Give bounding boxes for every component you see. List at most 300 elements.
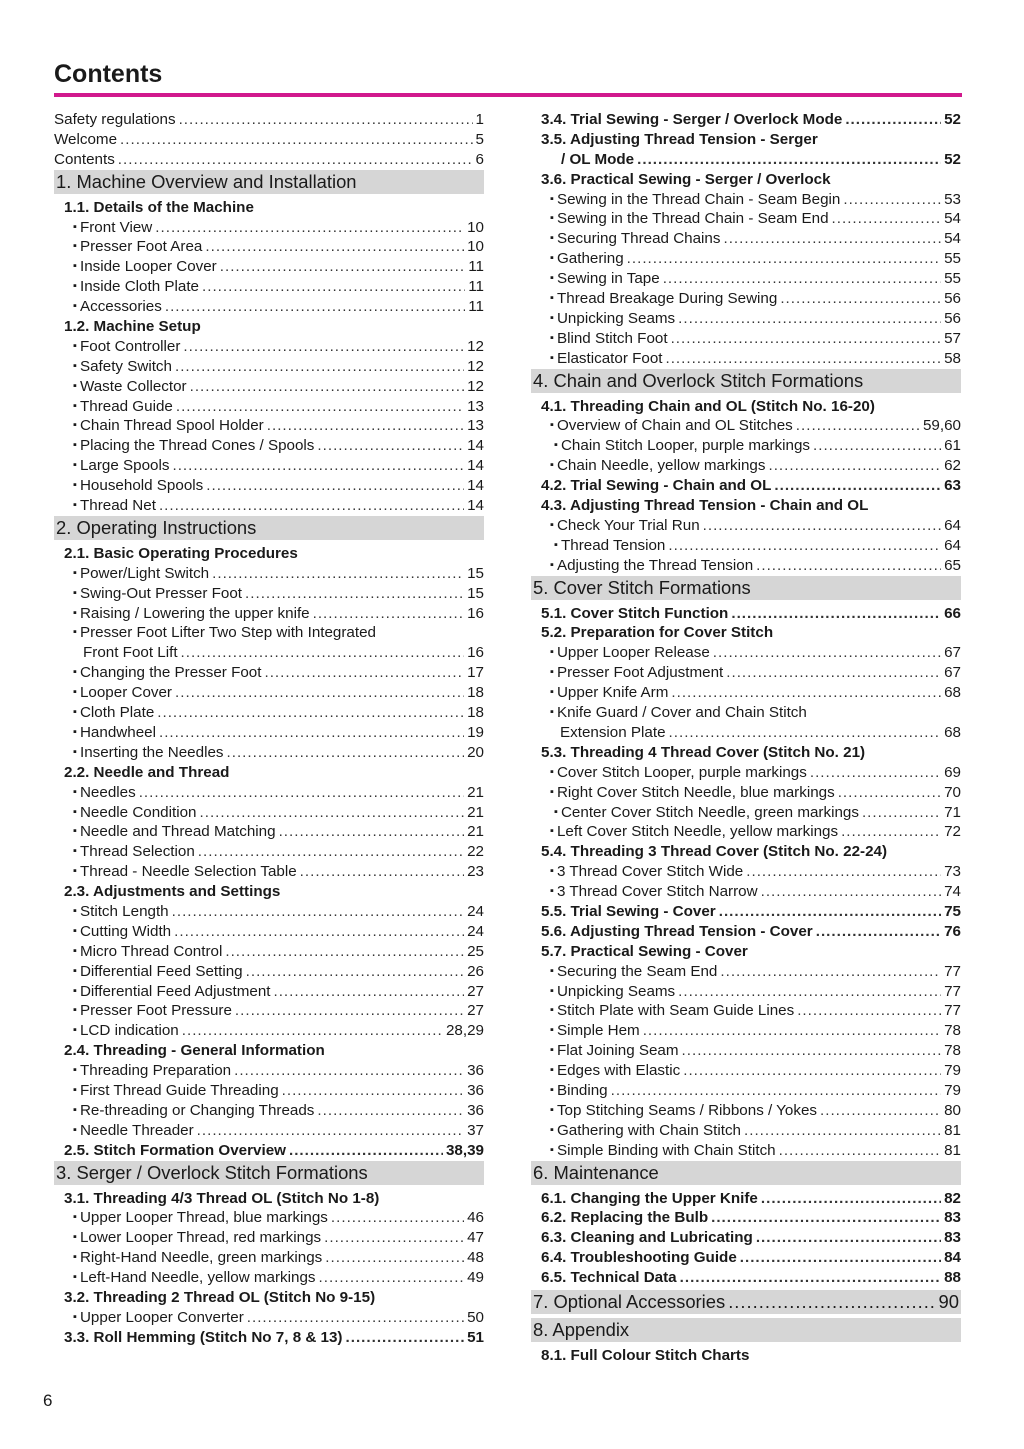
entry-page: 36 — [467, 1062, 484, 1080]
toc-subsection[interactable] — [531, 1208, 961, 1228]
section-page: 90 — [938, 1290, 959, 1312]
leader-dots — [331, 1208, 464, 1228]
toc-entry[interactable] — [54, 623, 484, 643]
entry-title: ▪ Raising / Lowering the upper knife — [73, 604, 310, 626]
entry-title: ▪ 3 Thread Cover Stitch Narrow — [550, 882, 758, 904]
entry-title: ▪ Power/Light Switch — [73, 564, 209, 586]
toc-entry[interactable] — [54, 377, 484, 397]
toc-section-heading[interactable] — [531, 1318, 961, 1342]
leader-dots — [761, 1189, 941, 1209]
leader-dots — [165, 297, 465, 317]
leader-dots — [768, 456, 941, 476]
entry-title: ▪ Chain Needle, yellow markings — [550, 456, 765, 478]
toc-subsection[interactable] — [531, 150, 961, 170]
leader-dots — [139, 783, 464, 803]
toc-entry[interactable] — [54, 743, 484, 763]
toc-subsection[interactable] — [531, 1248, 961, 1268]
toc-entry[interactable] — [54, 683, 484, 703]
entry-page: 21 — [467, 823, 484, 841]
toc-entry[interactable] — [531, 1001, 961, 1021]
leader-dots — [680, 1268, 941, 1288]
toc-subsection[interactable] — [531, 604, 961, 624]
leader-dots — [723, 229, 941, 249]
entry-title: ▪ Flat Joining Seam — [550, 1041, 679, 1063]
leader-dots — [282, 1081, 464, 1101]
leader-dots — [810, 763, 941, 783]
entry-title: 3.4. Trial Sewing - Serger / Overlock Mode — [541, 111, 843, 128]
entry-title: ▪ Unpicking Seams — [550, 982, 675, 1004]
entry-page: 37 — [467, 1121, 484, 1139]
toc-entry[interactable] — [54, 357, 484, 377]
entry-title: 8.1. Full Colour Stitch Charts — [541, 1346, 750, 1364]
toc-subsection[interactable] — [54, 763, 484, 783]
entry-title: 4.3. Adjusting Thread Tension - Chain and OL — [541, 497, 869, 515]
entry-page: 81 — [944, 1121, 961, 1139]
section-title: 4. Chain and Overlock Stitch Formations — [533, 369, 864, 391]
leader-dots — [663, 269, 941, 289]
entry-title: ▪ Left-Hand Needle, yellow markings — [73, 1268, 316, 1290]
entry-page: 57 — [944, 329, 961, 347]
toc-subsection[interactable] — [54, 1328, 484, 1348]
entry-page: 67 — [944, 644, 961, 662]
entry-title: ▪ Micro Thread Control — [73, 942, 222, 964]
toc-section-heading[interactable] — [54, 170, 484, 194]
entry-page: 23 — [467, 863, 484, 881]
entry-title: ▪ 3 Thread Cover Stitch Wide — [550, 862, 743, 884]
toc-entry[interactable] — [531, 329, 961, 349]
toc-entry[interactable] — [54, 564, 484, 584]
toc-entry[interactable] — [54, 1001, 484, 1021]
leader-dots — [120, 130, 473, 150]
entry-title: ▪ Unpicking Seams — [550, 309, 675, 331]
toc-entry[interactable] — [531, 436, 961, 456]
entry-title: 2.1. Basic Operating Procedures — [64, 544, 298, 562]
leader-dots — [637, 150, 941, 170]
entry-title: ▪ Sewing in Tape — [550, 269, 660, 291]
toc-subsection[interactable] — [531, 1228, 961, 1248]
entry-title: ▪ Thread Net — [73, 496, 156, 518]
toc-entry[interactable] — [531, 723, 961, 743]
entry-title: ▪ Needle and Thread Matching — [73, 822, 276, 844]
toc-entry[interactable] — [54, 1121, 484, 1141]
entry-title: 6.5. Technical Data — [541, 1269, 677, 1287]
toc-entry[interactable] — [54, 476, 484, 496]
entry-page: 47 — [467, 1229, 484, 1247]
entry-page: 14 — [467, 457, 484, 475]
entry-title: ▪ Cover Stitch Looper, purple markings — [550, 763, 807, 785]
entry-title: 5.5. Trial Sewing - Cover — [541, 902, 716, 920]
toc-entry[interactable] — [531, 882, 961, 902]
toc-entry[interactable] — [531, 663, 961, 683]
toc-subsection[interactable] — [531, 170, 961, 190]
toc-entry[interactable] — [54, 130, 484, 150]
leader-dots — [845, 110, 941, 130]
toc-entry[interactable] — [531, 456, 961, 476]
leader-dots — [289, 1141, 443, 1161]
entry-title: 5.1. Cover Stitch Function — [541, 604, 729, 622]
toc-entry[interactable] — [531, 1081, 961, 1101]
entry-title: ▪ Overview of Chain and OL Stitches — [550, 416, 793, 438]
toc-entry[interactable] — [54, 416, 484, 436]
entry-title: ▪ Lower Looper Thread, red markings — [73, 1228, 321, 1250]
entry-page: 54 — [944, 230, 961, 248]
toc-entry[interactable] — [54, 822, 484, 842]
entry-page: 64 — [944, 536, 961, 554]
toc-entry[interactable] — [54, 436, 484, 456]
entry-page: 13 — [467, 417, 484, 435]
toc-entry[interactable] — [531, 416, 961, 436]
entry-page: 13 — [467, 397, 484, 415]
leader-dots — [197, 1121, 464, 1141]
toc-subsection[interactable] — [54, 198, 484, 218]
entry-title: ▪ Chain Stitch Looper, purple markings — [554, 436, 810, 458]
toc-entry[interactable] — [531, 962, 961, 982]
toc-entry[interactable] — [531, 209, 961, 229]
entry-title: ▪ Inside Cloth Plate — [73, 277, 199, 299]
toc-entry[interactable] — [531, 783, 961, 803]
toc-subsection[interactable] — [54, 882, 484, 902]
entry-page: 71 — [944, 803, 961, 821]
entry-title: ▪ Threading Preparation — [73, 1061, 231, 1083]
entry-title: ▪ Cloth Plate — [73, 703, 154, 725]
entry-title: ▪ Sewing in the Thread Chain - Seam End — [550, 209, 829, 231]
leader-dots — [756, 1228, 941, 1248]
entry-page: 6 — [475, 150, 484, 168]
entry-title: ▪ Thread Tension — [554, 536, 665, 558]
toc-entry[interactable] — [54, 842, 484, 862]
toc-entry[interactable] — [531, 982, 961, 1002]
entry-title: ▪ Stitch Plate with Seam Guide Lines — [550, 1001, 794, 1023]
entry-page: 50 — [467, 1308, 484, 1326]
entry-page: 77 — [944, 1002, 961, 1020]
toc-entry[interactable] — [54, 257, 484, 277]
leader-dots — [719, 902, 941, 922]
leader-dots — [273, 982, 464, 1002]
entry-title: 5.7. Practical Sewing - Cover — [541, 942, 748, 960]
entry-page: 68 — [944, 684, 961, 702]
leader-dots — [264, 663, 464, 683]
leader-dots — [317, 1101, 464, 1121]
toc-entry[interactable] — [531, 803, 961, 823]
leader-dots — [206, 476, 464, 496]
entry-title: ▪ Accessories — [73, 297, 162, 319]
toc-entry[interactable] — [54, 1021, 484, 1041]
toc-subsection[interactable] — [531, 1189, 961, 1209]
toc-section-heading[interactable] — [531, 576, 961, 600]
toc-entry[interactable] — [531, 703, 961, 723]
toc-entry[interactable] — [54, 1101, 484, 1121]
entry-page: 66 — [944, 604, 961, 622]
leader-dots — [183, 337, 464, 357]
entry-page: 80 — [944, 1101, 961, 1119]
toc-entry[interactable] — [54, 1248, 484, 1268]
toc-entry[interactable] — [531, 1041, 961, 1061]
toc-section-heading[interactable] — [531, 369, 961, 393]
entry-page: 12 — [467, 377, 484, 395]
toc-entry[interactable] — [531, 249, 961, 269]
leader-dots — [797, 1001, 941, 1021]
leader-dots — [683, 1061, 941, 1081]
entry-page: 46 — [467, 1209, 484, 1227]
toc-subsection[interactable] — [531, 743, 961, 763]
leader-dots — [174, 922, 464, 942]
toc-subsection[interactable] — [531, 130, 961, 150]
toc-entry[interactable] — [54, 942, 484, 962]
toc-section-heading[interactable] — [531, 1290, 961, 1314]
toc-subsection[interactable] — [531, 476, 961, 496]
entry-page: 63 — [944, 477, 961, 495]
toc-entry[interactable] — [54, 1081, 484, 1101]
entry-title: ▪ Differential Feed Adjustment — [73, 982, 270, 1004]
leader-dots — [820, 1101, 941, 1121]
toc-entry[interactable] — [54, 397, 484, 417]
entry-title: 3.5. Adjusting Thread Tension - Serger — [541, 130, 818, 148]
entry-page: 16 — [467, 604, 484, 622]
entry-page: 61 — [944, 437, 961, 455]
entry-page: 68 — [944, 723, 961, 741]
entry-page: 79 — [944, 1081, 961, 1099]
toc-entry[interactable] — [54, 110, 484, 130]
leader-dots — [118, 150, 473, 170]
entry-page: 38,39 — [445, 1141, 484, 1159]
toc-subsection[interactable] — [54, 1189, 484, 1209]
toc-entry[interactable] — [531, 556, 961, 576]
entry-title: ▪ Adjusting the Thread Tension — [550, 556, 753, 578]
entry-title: ▪ Placing the Thread Cones / Spools — [73, 436, 314, 458]
entry-title: 5.2. Preparation for Cover Stitch — [541, 624, 774, 642]
entry-page: 55 — [944, 270, 961, 288]
leader-dots — [179, 110, 473, 130]
entry-page: 54 — [944, 210, 961, 228]
entry-title: ▪ Thread - Needle Selection Table — [73, 862, 297, 884]
entry-title: Extension Plate — [560, 723, 666, 741]
entry-title: ▪ Presser Foot Area — [73, 237, 202, 259]
toc-entry[interactable] — [531, 289, 961, 309]
leader-dots — [711, 1208, 941, 1228]
leader-dots — [627, 249, 941, 269]
leader-dots — [703, 516, 941, 536]
toc-entry[interactable] — [531, 683, 961, 703]
toc-subsection[interactable] — [531, 1346, 961, 1366]
leader-dots — [668, 536, 941, 556]
toc-entry[interactable] — [531, 822, 961, 842]
toc-subsection[interactable] — [531, 902, 961, 922]
toc-entry[interactable] — [531, 516, 961, 536]
entry-title: 5.4. Threading 3 Thread Cover (Stitch No. 22-24) — [541, 843, 888, 861]
toc-subsection[interactable] — [531, 922, 961, 942]
entry-page: 27 — [467, 982, 484, 1000]
entry-title: Welcome — [54, 130, 118, 148]
entry-page: 77 — [944, 962, 961, 980]
toc-entry[interactable] — [54, 902, 484, 922]
leader-dots — [780, 289, 941, 309]
section-title: 8. Appendix — [533, 1318, 630, 1340]
entry-title: ▪ Thread Breakage During Sewing — [550, 289, 777, 311]
toc-entry[interactable] — [54, 803, 484, 823]
toc-subsection[interactable] — [531, 623, 961, 643]
entry-page: 81 — [944, 1141, 961, 1159]
toc-entry[interactable] — [54, 962, 484, 982]
entry-title: 6.2. Replacing the Bulb — [541, 1209, 709, 1227]
toc-entry[interactable] — [531, 1021, 961, 1041]
entry-title: ▪ Swing-Out Presser Foot — [73, 584, 242, 606]
toc-entry[interactable] — [54, 1268, 484, 1288]
entry-page: 21 — [467, 783, 484, 801]
entry-title: ▪ Handwheel — [73, 723, 156, 745]
entry-page: 48 — [467, 1249, 484, 1267]
toc-entry[interactable] — [531, 309, 961, 329]
toc-entry[interactable] — [54, 783, 484, 803]
toc-subsection[interactable] — [531, 942, 961, 962]
entry-title: ▪ Re-threading or Changing Threads — [73, 1101, 314, 1123]
entry-title: ▪ Gathering — [550, 249, 624, 271]
toc-subsection[interactable] — [531, 397, 961, 417]
entry-title: ▪ Foot Controller — [73, 337, 180, 359]
section-title: 3. Serger / Overlock Stitch Formations — [56, 1161, 368, 1183]
entry-title: 3.2. Threading 2 Thread OL (Stitch No 9-15) — [64, 1288, 376, 1306]
leader-dots — [720, 962, 941, 982]
entry-page: 53 — [944, 190, 961, 208]
entry-title: ▪ Edges with Elastic — [550, 1061, 680, 1083]
page-title: Contents — [54, 60, 163, 88]
toc-entry[interactable] — [54, 1061, 484, 1081]
entry-page: 18 — [467, 704, 484, 722]
leader-dots — [744, 1121, 941, 1141]
toc-entry[interactable] — [54, 643, 484, 663]
toc-entry[interactable] — [54, 1228, 484, 1248]
entry-page: 21 — [467, 803, 484, 821]
toc-entry[interactable] — [54, 237, 484, 257]
toc-entry[interactable] — [531, 536, 961, 556]
leader-dots — [678, 982, 941, 1002]
entry-page: 82 — [944, 1189, 961, 1207]
toc-entry[interactable] — [54, 1208, 484, 1228]
entry-title: 3.3. Roll Hemming (Stitch No 7, 8 & 13) — [64, 1328, 343, 1346]
toc-entry[interactable] — [54, 297, 484, 317]
entry-page: 72 — [944, 823, 961, 841]
entry-title: ▪ Presser Foot Lifter Two Step with Integrated — [73, 623, 376, 645]
entry-title: 4.1. Threading Chain and OL (Stitch No. 16-20) — [541, 397, 875, 415]
toc-entry[interactable] — [54, 277, 484, 297]
toc-entry[interactable] — [54, 604, 484, 624]
toc-entry[interactable] — [531, 229, 961, 249]
toc-subsection[interactable] — [54, 1041, 484, 1061]
entry-title: ▪ Check Your Trial Run — [550, 516, 700, 538]
toc-subsection[interactable] — [531, 496, 961, 516]
toc-entry[interactable] — [531, 643, 961, 663]
entry-title: ▪ Front View — [73, 218, 152, 240]
toc-subsection[interactable] — [54, 1141, 484, 1161]
toc-subsection[interactable] — [531, 1268, 961, 1288]
entry-page: 51 — [467, 1328, 484, 1346]
toc-entry[interactable] — [54, 456, 484, 476]
entry-title: ▪ Inserting the Needles — [73, 743, 224, 765]
leader-dots — [198, 842, 464, 862]
entry-title: ▪ Upper Looper Thread, blue markings — [73, 1208, 328, 1230]
toc-subsection[interactable] — [54, 544, 484, 564]
leader-dots — [713, 643, 941, 663]
toc-entry[interactable] — [531, 763, 961, 783]
section-title: 6. Maintenance — [533, 1161, 659, 1183]
toc-entry[interactable] — [531, 269, 961, 289]
toc-left-column — [54, 110, 484, 1348]
leader-dots — [159, 723, 464, 743]
entry-page: 14 — [467, 477, 484, 495]
entry-title: 5.6. Adjusting Thread Tension - Cover — [541, 922, 813, 940]
toc-entry[interactable] — [54, 337, 484, 357]
toc-entry[interactable] — [531, 862, 961, 882]
toc-entry[interactable] — [54, 584, 484, 604]
toc-subsection[interactable] — [54, 1288, 484, 1308]
entry-page: 20 — [467, 743, 484, 761]
leader-dots — [319, 1268, 465, 1288]
entry-page: 14 — [467, 437, 484, 455]
entry-title: 1.2. Machine Setup — [64, 318, 201, 336]
toc-subsection[interactable] — [531, 110, 961, 130]
toc-subsection[interactable] — [531, 842, 961, 862]
entry-page: 26 — [467, 962, 484, 980]
toc-subsection[interactable] — [54, 317, 484, 337]
section-title: 7. Optional Accessories — [533, 1290, 726, 1312]
toc-entry[interactable] — [54, 862, 484, 882]
toc-entry[interactable] — [531, 1141, 961, 1161]
toc-entry[interactable] — [54, 723, 484, 743]
entry-page: 18 — [467, 684, 484, 702]
leader-dots — [671, 683, 941, 703]
leader-dots — [756, 556, 941, 576]
entry-title: ▪ Binding — [550, 1081, 608, 1103]
entry-title: ▪ Thread Selection — [73, 842, 195, 864]
leader-dots — [176, 397, 464, 417]
toc-entry[interactable] — [531, 349, 961, 369]
leader-dots — [841, 822, 941, 842]
toc-entry[interactable] — [54, 1308, 484, 1328]
toc-entry[interactable] — [531, 1061, 961, 1081]
toc-entry[interactable] — [54, 703, 484, 723]
toc-entry[interactable] — [54, 150, 484, 170]
toc-entry[interactable] — [54, 496, 484, 516]
entry-page: 19 — [467, 723, 484, 741]
leader-dots — [234, 1061, 464, 1081]
toc-section-heading[interactable] — [54, 516, 484, 540]
entry-title: ▪ Chain Thread Spool Holder — [73, 416, 264, 438]
entry-page: 10 — [467, 238, 484, 256]
entry-title: 2.4. Threading - General Information — [64, 1042, 325, 1060]
entry-page: 28,29 — [445, 1022, 484, 1040]
entry-title: ▪ Needle Condition — [73, 803, 197, 825]
leader-dots — [779, 1141, 941, 1161]
entry-title: ▪ Sewing in the Thread Chain - Seam Begin — [550, 190, 840, 212]
toc-entry[interactable] — [531, 1101, 961, 1121]
toc-entry[interactable] — [54, 218, 484, 238]
leader-dots — [838, 783, 941, 803]
toc-section-heading[interactable] — [54, 1161, 484, 1185]
section-title: 1. Machine Overview and Installation — [56, 170, 357, 192]
entry-title: ▪ Simple Binding with Chain Stitch — [550, 1141, 776, 1163]
entry-title: ▪ Cutting Width — [73, 922, 171, 944]
toc-entry[interactable] — [531, 1121, 961, 1141]
entry-page: 16 — [467, 644, 484, 662]
toc-section-heading[interactable] — [531, 1161, 961, 1185]
toc-entry[interactable] — [531, 190, 961, 210]
leader-dots — [746, 862, 941, 882]
entry-title: ▪ Looper Cover — [73, 683, 172, 705]
toc-entry[interactable] — [54, 982, 484, 1002]
entry-page: 74 — [944, 883, 961, 901]
toc-entry[interactable] — [54, 663, 484, 683]
toc-entry[interactable] — [54, 922, 484, 942]
entry-page: 15 — [467, 564, 484, 582]
